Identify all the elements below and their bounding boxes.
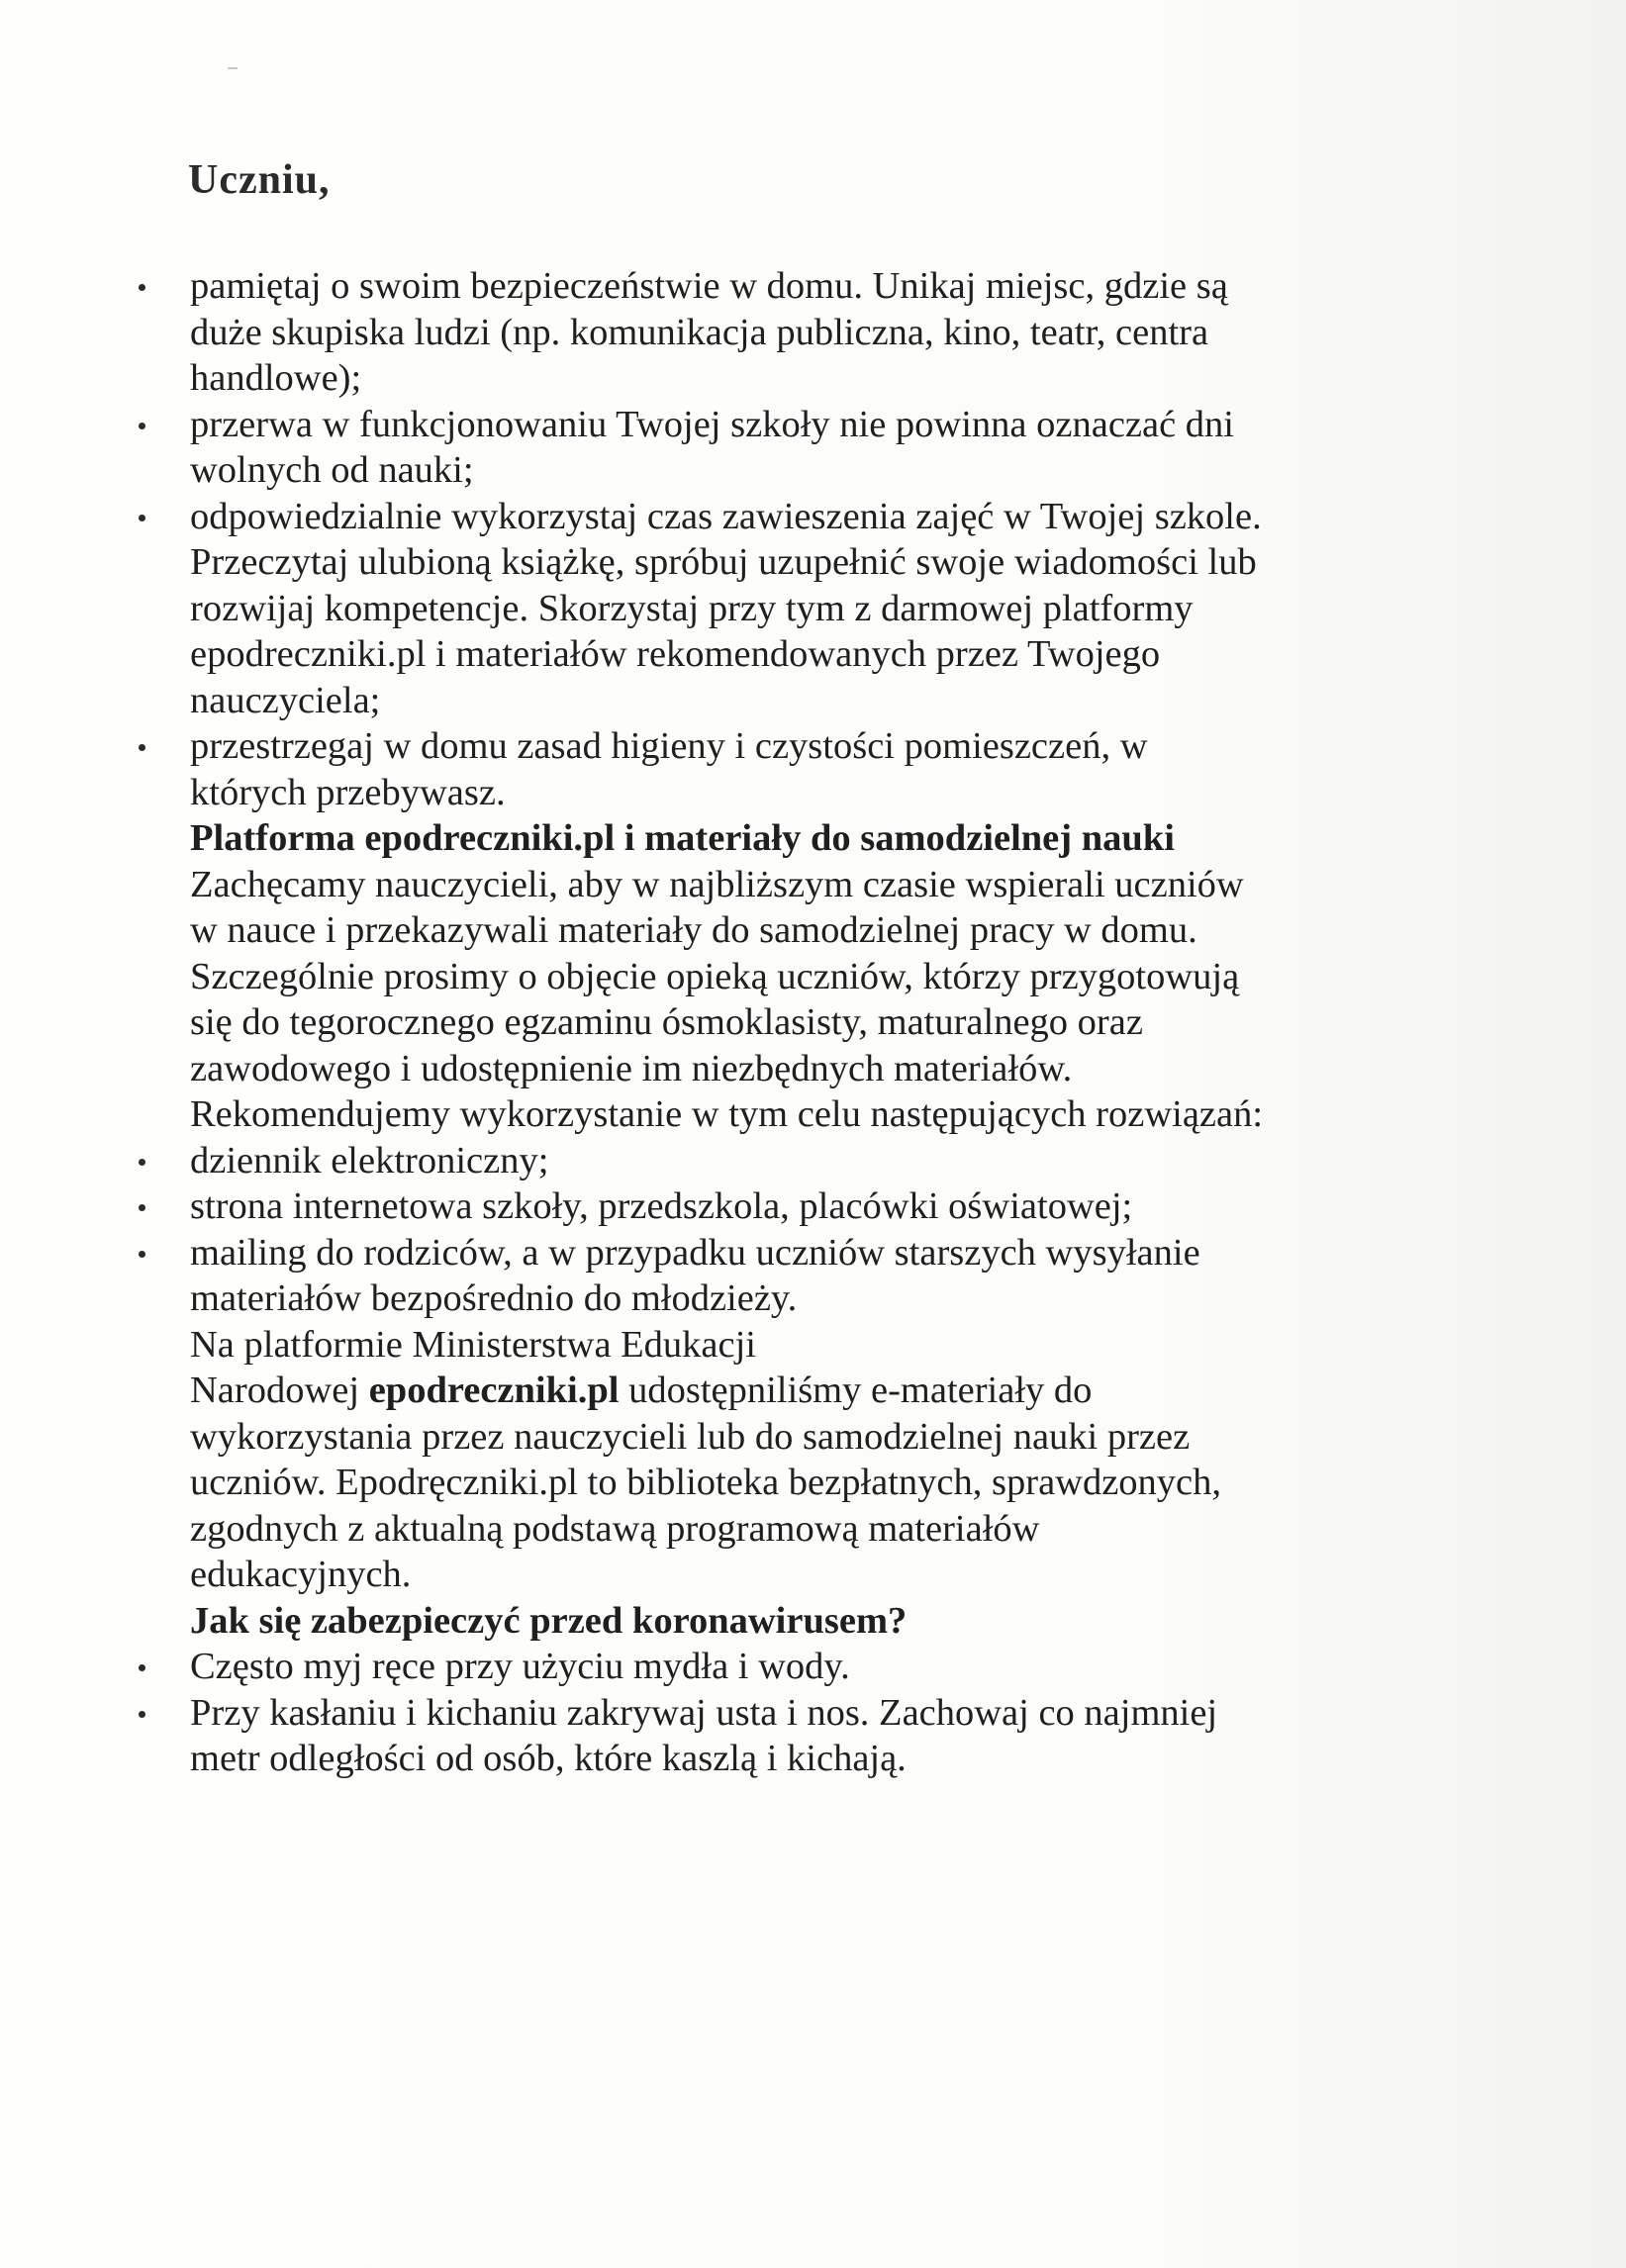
- text-line: uczniów. Epodręczniki.pl to biblioteka bezpłatnych, sprawdzonych,: [190, 1462, 1222, 1503]
- text-line: wykorzystania przez nauczycieli lub do samodzielnej nauki przez: [190, 1415, 1191, 1458]
- text-line: Rekomendujemy wykorzystanie w tym celu następujących rozwiązań:: [190, 1093, 1264, 1135]
- text-line: materiałów bezpośrednio do młodzieży.: [190, 1277, 798, 1319]
- text-line: nauczyciela;: [190, 679, 381, 721]
- greeting-heading: Uczniu,: [188, 157, 331, 203]
- bullet-item-e-journal: dziennik elektroniczny;: [190, 1138, 1477, 1184]
- bullet-item-cover-mouth: Przy kasłaniu i kichaniu zakrywaj usta i nos. Zachowaj co najmniej: [190, 1690, 1477, 1737]
- bullet-item-safety: pamiętaj o swoim bezpieczeństwie w domu. Unikaj miejsc, gdzie są: [190, 263, 1477, 310]
- document-body: [190, 263, 1477, 1782]
- bullet-item-mailing: mailing do rodziców, a w przypadku uczniów starszych wysyłanie: [190, 1230, 1477, 1276]
- text-line: Szczególnie prosimy o objęcie opieką uczniów, którzy przygotowują: [190, 955, 1240, 997]
- text-line: których przebywasz.: [190, 771, 506, 813]
- scan-speck: [228, 67, 238, 69]
- text-line: wolnych od nauki;: [190, 449, 474, 491]
- text-line: zgodnych z aktualną podstawą programową materiałów: [190, 1507, 1040, 1550]
- text-line: Na platformie Ministerstwa Edukacji: [190, 1323, 756, 1366]
- text-line: zawodowego i udostępnienie im niezbędnych materiałów.: [190, 1047, 1073, 1089]
- text-line: metr odległości od osób, które kaszlą i kichają.: [190, 1738, 907, 1779]
- text-line: w nauce i przekazywali materiały do samodzielnej pracy w domu.: [190, 909, 1197, 951]
- text-line: rozwijaj kompetencje. Skorzystaj przy tym z darmowej platformy: [190, 587, 1194, 629]
- text-line: Przeczytaj ulubioną książkę, spróbuj uzupełnić swoje wiadomości lub: [190, 541, 1257, 583]
- text-fragment: Narodowej: [190, 1370, 369, 1411]
- text-line: [190, 1368, 1477, 1414]
- bullet-item-hygiene: przestrzegaj w domu zasad higieny i czystości pomieszczeń, w: [190, 723, 1477, 770]
- text-line: epodreczniki.pl i materiałów rekomendowanych przez Twojego: [190, 633, 1161, 675]
- text-line: edukacyjnych.: [190, 1554, 412, 1595]
- bullet-item-use-time: odpowiedzialnie wykorzystaj czas zawieszenia zajęć w Twojej szkole.: [190, 494, 1477, 540]
- text-line: Zachęcamy nauczycieli, aby w najbliższym czasie wspierali uczniów: [190, 863, 1244, 905]
- bullet-item-school-break: przerwa w funkcjonowaniu Twojej szkoły nie powinna oznaczać dni: [190, 402, 1477, 448]
- text-line: duże skupiska ludzi (np. komunikacja publiczna, kino, teatr, centra: [190, 311, 1209, 353]
- section-heading-coronavirus: Jak się zabezpieczyć przed koronawirusem?: [190, 1599, 908, 1642]
- bullet-item-school-website: strona internetowa szkoły, przedszkola, placówki oświatowej;: [190, 1183, 1477, 1230]
- text-fragment: udostępniliśmy e-materiały do: [619, 1370, 1093, 1411]
- section-heading-platform: Platforma epodreczniki.pl i materiały do samodzielnej nauki: [190, 817, 1175, 859]
- text-line: handlowe);: [190, 357, 362, 399]
- text-line: się do tegorocznego egzaminu ósmoklasisty, maturalnego oraz: [190, 1001, 1143, 1043]
- bullet-item-wash-hands: Często myj ręce przy użyciu mydła i wody.: [190, 1644, 1477, 1690]
- platform-name-bold: epodreczniki.pl: [368, 1370, 620, 1411]
